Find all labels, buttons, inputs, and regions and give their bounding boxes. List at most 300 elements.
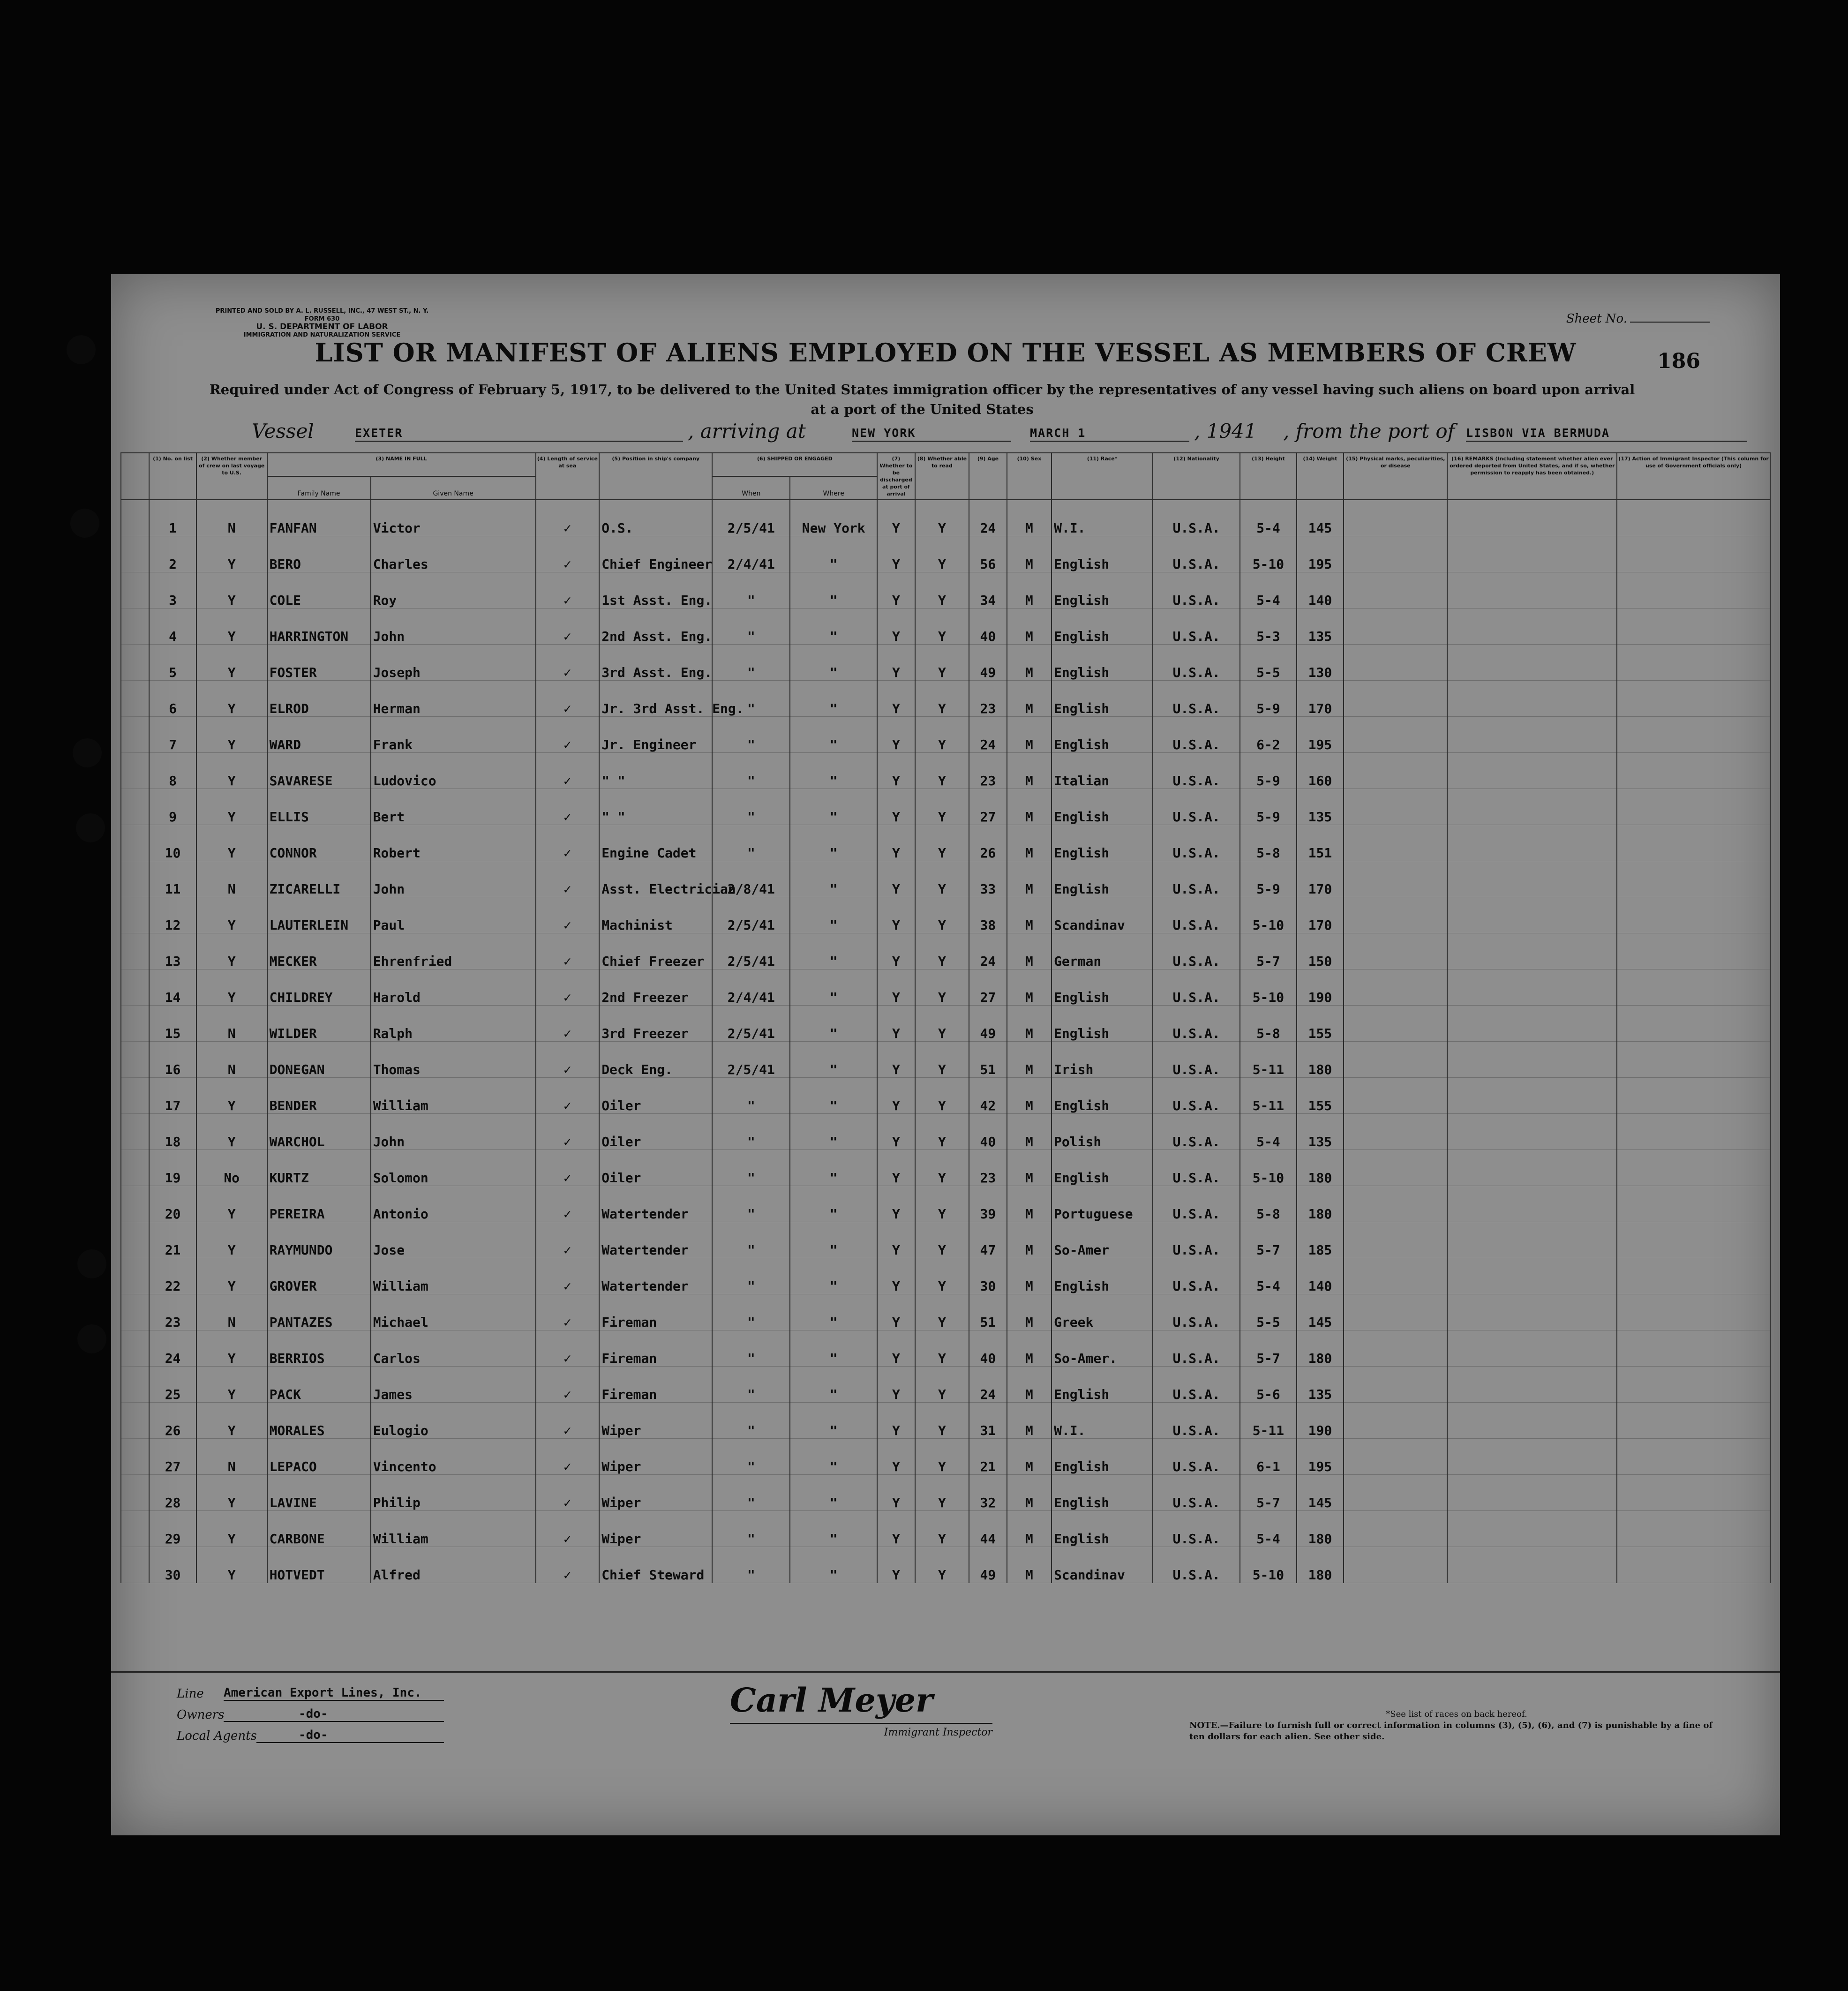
able-to-read-cell: Y bbox=[915, 681, 969, 717]
nationality-cell: U.S.A. bbox=[1153, 1439, 1240, 1475]
service-check-cell: ✓ bbox=[536, 969, 600, 1006]
given-name-cell: Vincento bbox=[371, 1439, 536, 1475]
discharged-cell: Y bbox=[877, 789, 915, 825]
family-name-cell: HOTVEDT bbox=[267, 1547, 371, 1583]
given-name-cell: Frank bbox=[371, 717, 536, 753]
nationality-cell: U.S.A. bbox=[1153, 1150, 1240, 1186]
height-cell: 5-6 bbox=[1240, 1367, 1297, 1403]
height-cell: 5-9 bbox=[1240, 753, 1297, 789]
discharged-cell: Y bbox=[877, 1475, 915, 1511]
inspector-action-cell bbox=[1617, 1186, 1770, 1222]
margin-cell bbox=[121, 1114, 149, 1150]
inspector-action-cell bbox=[1617, 681, 1770, 717]
position-cell: " " bbox=[599, 753, 712, 789]
table-row bbox=[121, 1511, 1770, 1547]
shipped-date-cell: 2/8/41 bbox=[712, 861, 790, 897]
age-cell: 49 bbox=[969, 1547, 1007, 1583]
crew-number: 1 bbox=[149, 500, 196, 536]
crew-number: 26 bbox=[149, 1403, 196, 1439]
prev-voyage-cell: Y bbox=[196, 1367, 267, 1403]
age-cell: 31 bbox=[969, 1403, 1007, 1439]
position-cell: 3rd Freezer bbox=[599, 1006, 712, 1042]
race-cell: English bbox=[1052, 1439, 1153, 1475]
position-cell: Wiper bbox=[599, 1403, 712, 1439]
given-name-cell: William bbox=[371, 1258, 536, 1294]
nationality-cell: U.S.A. bbox=[1153, 969, 1240, 1006]
able-to-read-cell: Y bbox=[915, 536, 969, 572]
discharged-cell: Y bbox=[877, 1006, 915, 1042]
printer-imprint bbox=[144, 307, 500, 339]
inspector-action-cell bbox=[1617, 645, 1770, 681]
physical-marks-cell bbox=[1344, 1294, 1447, 1330]
inspector-action-cell bbox=[1617, 753, 1770, 789]
sex-cell: M bbox=[1007, 1294, 1052, 1330]
shipped-date-cell: 2/5/41 bbox=[712, 897, 790, 933]
prev-voyage-cell: Y bbox=[196, 933, 267, 969]
family-name-cell: ELLIS bbox=[267, 789, 371, 825]
margin-cell bbox=[121, 1258, 149, 1294]
service-check-cell: ✓ bbox=[536, 1042, 600, 1078]
owners-value: -do- bbox=[224, 1707, 444, 1722]
shipped-date-cell: " bbox=[712, 609, 790, 645]
remarks-cell bbox=[1447, 1475, 1617, 1511]
inspector-action-cell bbox=[1617, 536, 1770, 572]
remarks-cell bbox=[1447, 536, 1617, 572]
table-row bbox=[121, 1258, 1770, 1294]
height-cell: 5-11 bbox=[1240, 1403, 1297, 1439]
weight-cell: 155 bbox=[1297, 1006, 1344, 1042]
shipped-date-cell: 2/4/41 bbox=[712, 536, 790, 572]
discharged-cell: Y bbox=[877, 933, 915, 969]
race-cell: English bbox=[1052, 681, 1153, 717]
age-cell: 24 bbox=[969, 717, 1007, 753]
physical-marks-cell bbox=[1344, 1439, 1447, 1475]
age-cell: 49 bbox=[969, 1006, 1007, 1042]
service-check-cell: ✓ bbox=[536, 1403, 600, 1439]
shipped-place-cell: " bbox=[790, 861, 877, 897]
table-row bbox=[121, 1294, 1770, 1330]
race-cell: English bbox=[1052, 861, 1153, 897]
remarks-cell bbox=[1447, 1403, 1617, 1439]
weight-cell: 140 bbox=[1297, 572, 1344, 609]
table-row bbox=[121, 1114, 1770, 1150]
position-cell: Oiler bbox=[599, 1078, 712, 1114]
inspector-action-cell bbox=[1617, 897, 1770, 933]
age-cell: 42 bbox=[969, 1078, 1007, 1114]
discharged-cell: Y bbox=[877, 825, 915, 861]
prev-voyage-cell: Y bbox=[196, 717, 267, 753]
height-cell: 5-10 bbox=[1240, 1547, 1297, 1583]
col-number: (1) No. on list bbox=[149, 453, 196, 500]
weight-cell: 190 bbox=[1297, 969, 1344, 1006]
height-cell: 5-7 bbox=[1240, 1475, 1297, 1511]
nationality-cell: U.S.A. bbox=[1153, 717, 1240, 753]
height-cell: 5-3 bbox=[1240, 609, 1297, 645]
inspector-action-cell bbox=[1617, 1006, 1770, 1042]
position-cell: 3rd Asst. Eng. bbox=[599, 645, 712, 681]
crew-number: 25 bbox=[149, 1367, 196, 1403]
shipped-place-cell: " bbox=[790, 1403, 877, 1439]
nationality-cell: U.S.A. bbox=[1153, 1006, 1240, 1042]
sex-cell: M bbox=[1007, 753, 1052, 789]
physical-marks-cell bbox=[1344, 825, 1447, 861]
given-name-cell: John bbox=[371, 861, 536, 897]
weight-cell: 190 bbox=[1297, 1403, 1344, 1439]
service-check-cell: ✓ bbox=[536, 1330, 600, 1367]
crew-number: 22 bbox=[149, 1258, 196, 1294]
shipped-place-cell: " bbox=[790, 1114, 877, 1150]
race-cell: English bbox=[1052, 969, 1153, 1006]
nationality-cell: U.S.A. bbox=[1153, 1367, 1240, 1403]
nationality-cell: U.S.A. bbox=[1153, 645, 1240, 681]
crew-number: 12 bbox=[149, 897, 196, 933]
remarks-cell bbox=[1447, 1186, 1617, 1222]
position-cell: Wiper bbox=[599, 1511, 712, 1547]
race-cell: Italian bbox=[1052, 753, 1153, 789]
discharged-cell: Y bbox=[877, 1439, 915, 1475]
margin-cell bbox=[121, 1439, 149, 1475]
line-label: Line bbox=[177, 1687, 204, 1701]
able-to-read-cell: Y bbox=[915, 861, 969, 897]
inspector-action-cell bbox=[1617, 1547, 1770, 1583]
discharged-cell: Y bbox=[877, 1150, 915, 1186]
margin-cell bbox=[121, 1078, 149, 1114]
family-name-cell: COLE bbox=[267, 572, 371, 609]
weight-cell: 135 bbox=[1297, 609, 1344, 645]
service-check-cell: ✓ bbox=[536, 645, 600, 681]
family-name-cell: WARCHOL bbox=[267, 1114, 371, 1150]
height-cell: 6-2 bbox=[1240, 717, 1297, 753]
service-check-cell: ✓ bbox=[536, 1367, 600, 1403]
physical-marks-cell bbox=[1344, 789, 1447, 825]
weight-cell: 140 bbox=[1297, 1258, 1344, 1294]
department-name: U. S. DEPARTMENT OF LABOR bbox=[256, 322, 388, 331]
inspector-action-cell bbox=[1617, 1403, 1770, 1439]
col-nationality: (12) Nationality bbox=[1153, 453, 1240, 500]
able-to-read-cell: Y bbox=[915, 933, 969, 969]
shipped-place-cell: " bbox=[790, 1222, 877, 1258]
nationality-cell: U.S.A. bbox=[1153, 1078, 1240, 1114]
margin-cell bbox=[121, 897, 149, 933]
height-cell: 5-9 bbox=[1240, 861, 1297, 897]
inspector-action-cell bbox=[1617, 1258, 1770, 1294]
col-shipped: (6) SHIPPED OR ENGAGED bbox=[712, 453, 877, 476]
able-to-read-cell: Y bbox=[915, 572, 969, 609]
penalty-note: NOTE.—Failure to furnish full or correct information in columns (3), (5), (6), and (7) is punishable by a fine of ten dollars for each alien. See other side. bbox=[1189, 1721, 1713, 1742]
family-name-cell: RAYMUNDO bbox=[267, 1222, 371, 1258]
crew-number: 27 bbox=[149, 1439, 196, 1475]
able-to-read-cell: Y bbox=[915, 1186, 969, 1222]
family-name-cell: FOSTER bbox=[267, 645, 371, 681]
nationality-cell: U.S.A. bbox=[1153, 789, 1240, 825]
discharged-cell: Y bbox=[877, 1330, 915, 1367]
discharged-cell: Y bbox=[877, 717, 915, 753]
table-row bbox=[121, 536, 1770, 572]
age-cell: 21 bbox=[969, 1439, 1007, 1475]
race-cell: Scandinav bbox=[1052, 1547, 1153, 1583]
service-check-cell: ✓ bbox=[536, 753, 600, 789]
nationality-cell: U.S.A. bbox=[1153, 572, 1240, 609]
physical-marks-cell bbox=[1344, 500, 1447, 536]
nationality-cell: U.S.A. bbox=[1153, 1258, 1240, 1294]
nationality-cell: U.S.A. bbox=[1153, 1294, 1240, 1330]
shipped-date-cell: " bbox=[712, 1330, 790, 1367]
agents-label: Local Agents bbox=[177, 1729, 257, 1743]
family-name-cell: CONNOR bbox=[267, 825, 371, 861]
shipped-date-cell: " bbox=[712, 1258, 790, 1294]
weight-cell: 135 bbox=[1297, 1114, 1344, 1150]
sex-cell: M bbox=[1007, 1330, 1052, 1367]
age-cell: 40 bbox=[969, 1114, 1007, 1150]
shipped-place-cell: " bbox=[790, 825, 877, 861]
age-cell: 27 bbox=[969, 789, 1007, 825]
family-name-cell: MECKER bbox=[267, 933, 371, 969]
margin-cell bbox=[121, 753, 149, 789]
service-check-cell: ✓ bbox=[536, 1222, 600, 1258]
table-row bbox=[121, 969, 1770, 1006]
inspector-signature-block bbox=[730, 1681, 992, 1738]
physical-marks-cell bbox=[1344, 1186, 1447, 1222]
prev-voyage-cell: Y bbox=[196, 1475, 267, 1511]
inspector-action-cell bbox=[1617, 500, 1770, 536]
remarks-cell bbox=[1447, 1367, 1617, 1403]
nationality-cell: U.S.A. bbox=[1153, 1403, 1240, 1439]
position-cell: Wiper bbox=[599, 1439, 712, 1475]
shipped-date-cell: " bbox=[712, 1222, 790, 1258]
prev-voyage-cell: Y bbox=[196, 1078, 267, 1114]
remarks-cell bbox=[1447, 1547, 1617, 1583]
inspector-action-cell bbox=[1617, 1042, 1770, 1078]
remarks-cell bbox=[1447, 1258, 1617, 1294]
punch-hole bbox=[70, 509, 99, 538]
inspector-action-cell bbox=[1617, 1222, 1770, 1258]
inspector-action-cell bbox=[1617, 1294, 1770, 1330]
margin-cell bbox=[121, 1475, 149, 1511]
prev-voyage-cell: N bbox=[196, 500, 267, 536]
table-row bbox=[121, 1367, 1770, 1403]
race-cell: Scandinav bbox=[1052, 897, 1153, 933]
physical-marks-cell bbox=[1344, 1258, 1447, 1294]
crew-number: 5 bbox=[149, 645, 196, 681]
remarks-cell bbox=[1447, 717, 1617, 753]
discharged-cell: Y bbox=[877, 1294, 915, 1330]
inspector-action-cell bbox=[1617, 1330, 1770, 1367]
service-check-cell: ✓ bbox=[536, 1006, 600, 1042]
remarks-cell bbox=[1447, 753, 1617, 789]
page-number: 186 bbox=[1657, 349, 1700, 373]
inspector-action-cell bbox=[1617, 1367, 1770, 1403]
crew-number: 28 bbox=[149, 1475, 196, 1511]
height-cell: 5-10 bbox=[1240, 536, 1297, 572]
col-family-name: Family Name bbox=[267, 476, 371, 500]
family-name-cell: SAVARESE bbox=[267, 753, 371, 789]
position-cell: O.S. bbox=[599, 500, 712, 536]
physical-marks-cell bbox=[1344, 1330, 1447, 1367]
given-name-cell: James bbox=[371, 1367, 536, 1403]
position-cell: Fireman bbox=[599, 1330, 712, 1367]
shipped-date-cell: " bbox=[712, 1150, 790, 1186]
physical-marks-cell bbox=[1344, 717, 1447, 753]
agents-value: -do- bbox=[256, 1728, 444, 1743]
margin-cell bbox=[121, 825, 149, 861]
crew-number: 29 bbox=[149, 1511, 196, 1547]
nationality-cell: U.S.A. bbox=[1153, 1330, 1240, 1367]
able-to-read-cell: Y bbox=[915, 969, 969, 1006]
prev-voyage-cell: Y bbox=[196, 1222, 267, 1258]
able-to-read-cell: Y bbox=[915, 1330, 969, 1367]
shipped-date-cell: " bbox=[712, 717, 790, 753]
height-cell: 5-4 bbox=[1240, 572, 1297, 609]
col-discharged: (7) Whether to be discharged at port of arrival bbox=[877, 453, 915, 500]
crew-number: 11 bbox=[149, 861, 196, 897]
sex-cell: M bbox=[1007, 1511, 1052, 1547]
weight-cell: 145 bbox=[1297, 500, 1344, 536]
age-cell: 44 bbox=[969, 1511, 1007, 1547]
discharged-cell: Y bbox=[877, 1078, 915, 1114]
margin-cell bbox=[121, 1042, 149, 1078]
race-cell: English bbox=[1052, 1367, 1153, 1403]
family-name-cell: PEREIRA bbox=[267, 1186, 371, 1222]
given-name-cell: Victor bbox=[371, 500, 536, 536]
race-cell: English bbox=[1052, 1078, 1153, 1114]
physical-marks-cell bbox=[1344, 572, 1447, 609]
prev-voyage-cell: Y bbox=[196, 969, 267, 1006]
race-cell: W.I. bbox=[1052, 500, 1153, 536]
remarks-cell bbox=[1447, 645, 1617, 681]
shipped-place-cell: " bbox=[790, 1367, 877, 1403]
able-to-read-cell: Y bbox=[915, 1150, 969, 1186]
weight-cell: 180 bbox=[1297, 1042, 1344, 1078]
able-to-read-cell: Y bbox=[915, 645, 969, 681]
col-remarks: (16) REMARKS (Including statement whether alien ever ordered deported from United States, and if so, whether permission to reapply has been obtained.) bbox=[1447, 453, 1617, 500]
service-name: IMMIGRATION AND NATURALIZATION SERVICE bbox=[243, 331, 401, 338]
physical-marks-cell bbox=[1344, 1403, 1447, 1439]
shipped-date-cell: 2/5/41 bbox=[712, 1042, 790, 1078]
able-to-read-cell: Y bbox=[915, 789, 969, 825]
discharged-cell: Y bbox=[877, 1547, 915, 1583]
discharged-cell: Y bbox=[877, 1042, 915, 1078]
given-name-cell: Philip bbox=[371, 1475, 536, 1511]
sex-cell: M bbox=[1007, 1150, 1052, 1186]
physical-marks-cell bbox=[1344, 1078, 1447, 1114]
sex-cell: M bbox=[1007, 789, 1052, 825]
service-check-cell: ✓ bbox=[536, 536, 600, 572]
shipped-date-cell: " bbox=[712, 1186, 790, 1222]
weight-cell: 180 bbox=[1297, 1547, 1344, 1583]
shipped-place-cell: " bbox=[790, 789, 877, 825]
inspector-signature: Carl Meyer bbox=[730, 1681, 992, 1724]
col-shipped-where: Where bbox=[790, 476, 877, 500]
prev-voyage-cell: Y bbox=[196, 1547, 267, 1583]
height-cell: 5-5 bbox=[1240, 645, 1297, 681]
departure-port: LISBON VIA BERMUDA bbox=[1466, 426, 1747, 442]
prev-voyage-cell: No bbox=[196, 1150, 267, 1186]
weight-cell: 145 bbox=[1297, 1294, 1344, 1330]
inspector-action-cell bbox=[1617, 861, 1770, 897]
table-row bbox=[121, 1475, 1770, 1511]
discharged-cell: Y bbox=[877, 536, 915, 572]
weight-cell: 170 bbox=[1297, 861, 1344, 897]
able-to-read-cell: Y bbox=[915, 1403, 969, 1439]
nationality-cell: U.S.A. bbox=[1153, 861, 1240, 897]
table-row bbox=[121, 861, 1770, 897]
shipped-date-cell: " bbox=[712, 1294, 790, 1330]
family-name-cell: BENDER bbox=[267, 1078, 371, 1114]
position-cell: Jr. Engineer bbox=[599, 717, 712, 753]
age-cell: 47 bbox=[969, 1222, 1007, 1258]
discharged-cell: Y bbox=[877, 861, 915, 897]
margin-cell bbox=[121, 1150, 149, 1186]
prev-voyage-cell: Y bbox=[196, 1114, 267, 1150]
remarks-cell bbox=[1447, 1294, 1617, 1330]
prev-voyage-cell: Y bbox=[196, 645, 267, 681]
remarks-cell bbox=[1447, 969, 1617, 1006]
inspector-action-cell bbox=[1617, 572, 1770, 609]
able-to-read-cell: Y bbox=[915, 1114, 969, 1150]
form-number: FORM 630 bbox=[304, 316, 340, 323]
service-check-cell: ✓ bbox=[536, 1114, 600, 1150]
service-check-cell: ✓ bbox=[536, 1150, 600, 1186]
able-to-read-cell: Y bbox=[915, 1078, 969, 1114]
table-row bbox=[121, 500, 1770, 536]
given-name-cell: Ralph bbox=[371, 1006, 536, 1042]
inspector-action-cell bbox=[1617, 789, 1770, 825]
margin-cell bbox=[121, 1330, 149, 1367]
shipped-date-cell: " bbox=[712, 1367, 790, 1403]
crew-number: 18 bbox=[149, 1114, 196, 1150]
height-cell: 5-11 bbox=[1240, 1078, 1297, 1114]
physical-marks-cell bbox=[1344, 1547, 1447, 1583]
inspector-action-cell bbox=[1617, 969, 1770, 1006]
prev-voyage-cell: N bbox=[196, 1439, 267, 1475]
position-cell: Fireman bbox=[599, 1294, 712, 1330]
prev-voyage-cell: Y bbox=[196, 1186, 267, 1222]
given-name-cell: William bbox=[371, 1078, 536, 1114]
able-to-read-cell: Y bbox=[915, 1439, 969, 1475]
able-to-read-cell: Y bbox=[915, 753, 969, 789]
arrival-date: MARCH 1 bbox=[1030, 426, 1189, 442]
service-check-cell: ✓ bbox=[536, 1186, 600, 1222]
race-cell: English bbox=[1052, 572, 1153, 609]
sex-cell: M bbox=[1007, 536, 1052, 572]
shipped-date-cell: 2/5/41 bbox=[712, 500, 790, 536]
physical-marks-cell bbox=[1344, 969, 1447, 1006]
sex-cell: M bbox=[1007, 825, 1052, 861]
discharged-cell: Y bbox=[877, 1222, 915, 1258]
able-to-read-cell: Y bbox=[915, 1042, 969, 1078]
given-name-cell: John bbox=[371, 609, 536, 645]
line-field bbox=[177, 1686, 422, 1701]
height-cell: 5-11 bbox=[1240, 1042, 1297, 1078]
given-name-cell: Roy bbox=[371, 572, 536, 609]
sex-cell: M bbox=[1007, 609, 1052, 645]
nationality-cell: U.S.A. bbox=[1153, 609, 1240, 645]
nationality-cell: U.S.A. bbox=[1153, 897, 1240, 933]
position-cell: Oiler bbox=[599, 1114, 712, 1150]
shipped-date-cell: " bbox=[712, 753, 790, 789]
shipped-date-cell: " bbox=[712, 1475, 790, 1511]
age-cell: 51 bbox=[969, 1294, 1007, 1330]
sex-cell: M bbox=[1007, 1186, 1052, 1222]
sheet-number-field bbox=[1566, 312, 1710, 326]
position-cell: 2nd Freezer bbox=[599, 969, 712, 1006]
table-row bbox=[121, 1330, 1770, 1367]
discharged-cell: Y bbox=[877, 897, 915, 933]
punch-hole bbox=[77, 1324, 106, 1353]
margin-cell bbox=[121, 645, 149, 681]
position-cell: 1st Asst. Eng. bbox=[599, 572, 712, 609]
crew-number: 17 bbox=[149, 1078, 196, 1114]
